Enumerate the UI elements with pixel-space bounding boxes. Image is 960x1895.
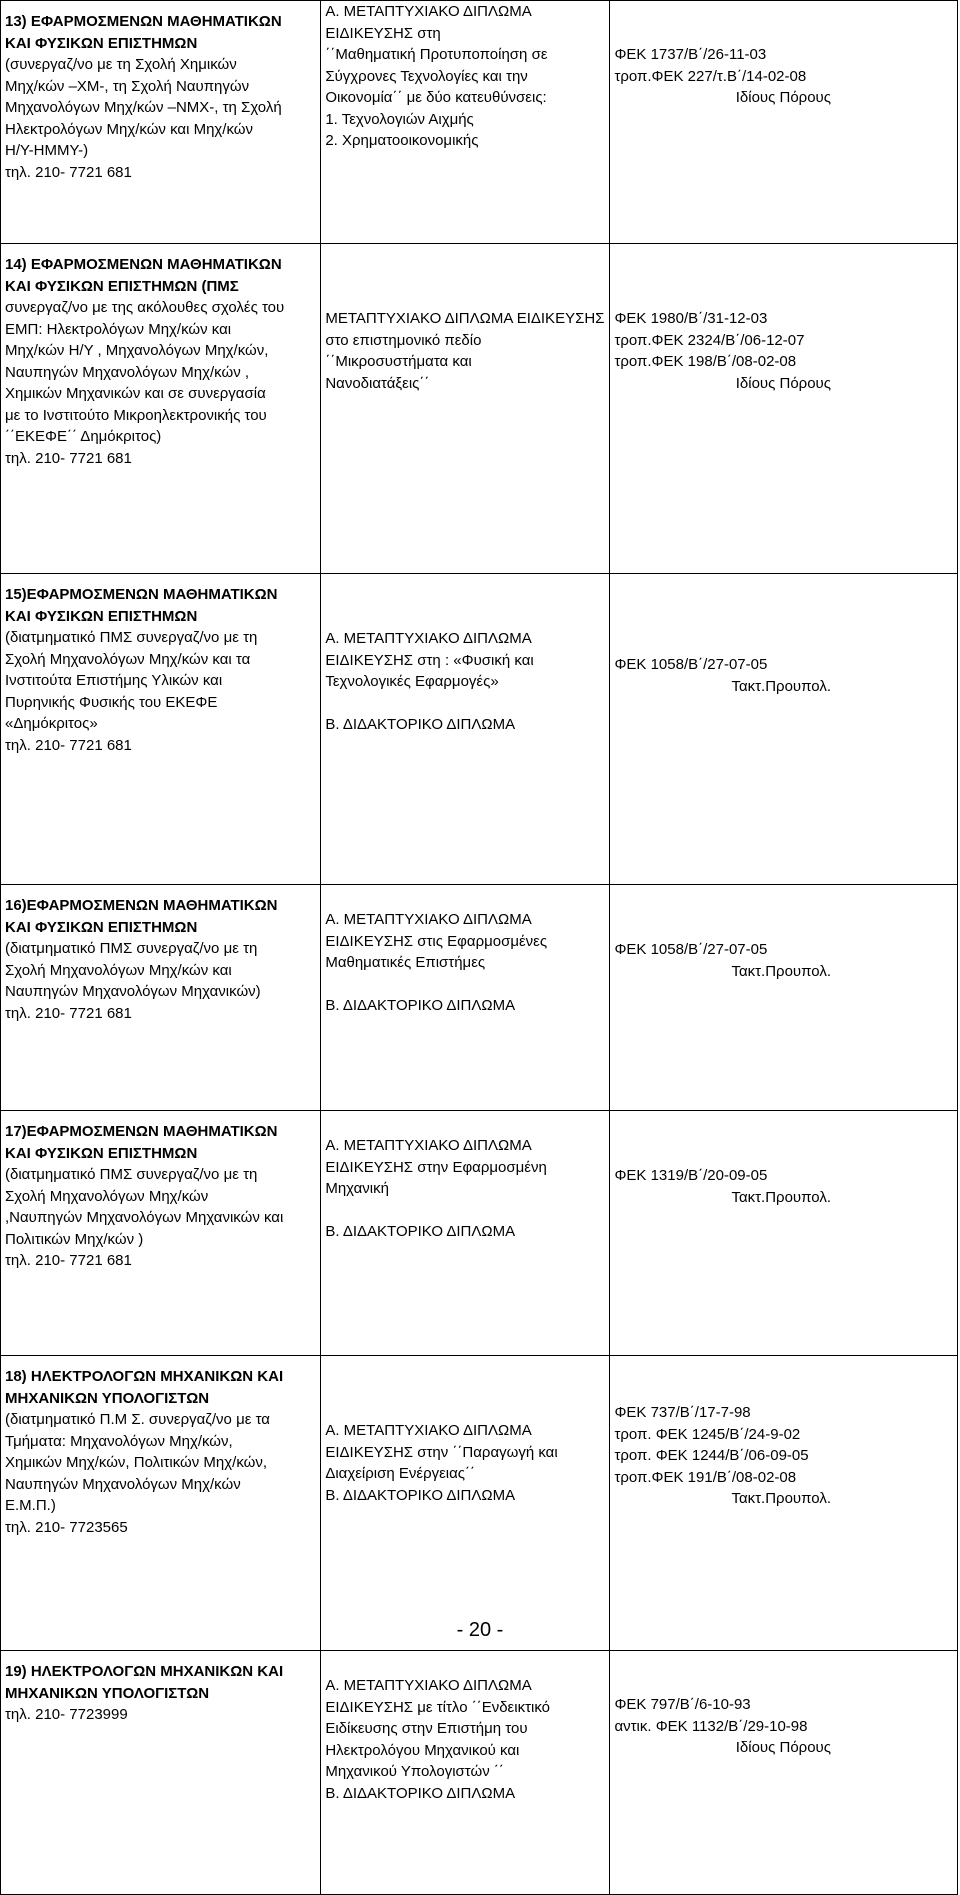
program-line: Α. ΜΕΤΑΠΤΥΧΙΑΚΟ ΔΙΠΛΩΜΑ: [325, 3, 532, 20]
school-line: Ε.Μ.Π.): [5, 1497, 56, 1514]
page-number: - 20 -: [456, 1619, 504, 1641]
fek-line: τροπ. ΦΕΚ 1245/Β΄/24-9-02: [614, 1425, 801, 1443]
program-cell: [321, 885, 610, 1111]
fek-line: ΦΕΚ 1058/Β΄/27-07-05: [614, 941, 768, 958]
program-line: Νανοδιατάξεις΄΄: [325, 374, 430, 392]
school-line: Ινστιτούτα Επιστήμης Υλικών και: [5, 672, 223, 689]
program-line: Α. ΜΕΤΑΠΤΥΧΙΑΚΟ ΔΙΠΛΩΜΑ: [325, 1677, 532, 1694]
fek-line: τροπ. ΦΕΚ 1244/Β΄/06-09-05: [614, 1447, 809, 1464]
school-line: ΚΑΙ ΦΥΣΙΚΩΝ ΕΠΙΣΤΗΜΩΝ (ΠΜΣ: [5, 277, 239, 295]
table-row: [1, 1651, 958, 1895]
school-cell: [1, 1356, 321, 1651]
program-line: 2. Χρηματοοικονομικής: [325, 132, 479, 149]
funding-label: Τακτ.Προυπολ.: [731, 677, 831, 695]
program-line: ΄΄Μικροσυστήματα και: [325, 353, 472, 370]
school-line: τηλ. 210- 7721 681: [5, 449, 132, 467]
funding-label: Τακτ.Προυπολ.: [731, 1490, 831, 1507]
table-row: [1, 1111, 958, 1356]
program-line: Α. ΜΕΤΑΠΤΥΧΙΑΚΟ ΔΙΠΛΩΜΑ: [325, 1137, 532, 1154]
school-line: Πυρηνικής Φυσικής του ΕΚΕΦΕ: [5, 693, 218, 711]
program-line: Β. ΔΙΔΑΚΤΟΡΙΚΟ ΔΙΠΛΩΜΑ: [325, 716, 516, 733]
program-cell: [321, 1356, 610, 1651]
program-line: Α. ΜΕΤΑΠΤΥΧΙΑΚΟ ΔΙΠΛΩΜΑ: [325, 630, 532, 647]
school-line: ΜΗΧΑΝΙΚΩΝ ΥΠΟΛΟΓΙΣΤΩΝ: [5, 1389, 210, 1407]
school-line: Σχολή Μηχανολόγων Μηχ/κών και: [5, 961, 232, 979]
school-line: Ηλεκτρολόγων Μηχ/κών και Μηχ/κών: [5, 120, 253, 138]
school-line: συνεργαζ/νο με της ακόλουθες σχολές του: [5, 299, 285, 316]
fek-line: ΦΕΚ 1058/Β΄/27-07-05: [614, 656, 768, 673]
school-line: 15)ΕΦΑΡΜΟΣΜΕΝΩΝ ΜΑΘΗΜΑΤΙΚΩΝ: [5, 586, 278, 603]
program-line: Β. ΔΙΔΑΚΤΟΡΙΚΟ ΔΙΠΛΩΜΑ: [325, 1486, 516, 1504]
fek-cell: [610, 1651, 958, 1895]
program-line: Διαχείριση Ενέργειας΄΄: [325, 1465, 476, 1482]
fek-cell: [610, 1, 958, 244]
program-cell: [321, 574, 610, 885]
program-line: Τεχνολογικές Εφαρμογές»: [325, 673, 499, 690]
program-line: 1. Τεχνολογιών Αιχμής: [325, 110, 474, 128]
school-line: (διατμηματικό ΠΜΣ συνεργαζ/νο με τη: [5, 1166, 258, 1183]
program-line: ΕΙΔΙΚΕΥΣΗΣ στη : «Φυσική και: [325, 651, 534, 669]
fek-line: ΦΕΚ 1737/Β΄/26-11-03: [614, 46, 767, 63]
school-line: 16)ΕΦΑΡΜΟΣΜΕΝΩΝ ΜΑΘΗΜΑΤΙΚΩΝ: [5, 897, 278, 914]
school-line: με το Ινστιτούτο Μικροηλεκτρονικής του: [5, 406, 267, 424]
school-cell: [1, 244, 321, 574]
funding-label: Ιδίους Πόρους: [735, 1739, 831, 1756]
fek-line: τροπ.ΦΕΚ 227/τ.Β΄/14-02-08: [614, 67, 807, 85]
fek-line: τροπ.ΦΕΚ 191/Β΄/08-02-08: [614, 1468, 797, 1486]
school-line: Μηχ/κών Η/Υ , Μηχανολόγων Μηχ/κών,: [5, 342, 269, 359]
program-line: ΕΙΔΙΚΕΥΣΗΣ με τίτλο ΄΄Ενδεικτικό: [325, 1698, 550, 1716]
program-line: Α. ΜΕΤΑΠΤΥΧΙΑΚΟ ΔΙΠΛΩΜΑ: [325, 1422, 532, 1439]
school-line: τηλ. 210- 7721 681: [5, 736, 132, 754]
school-line: 19) ΗΛΕΚΤΡΟΛΟΓΩΝ ΜΗΧΑΝΙΚΩΝ ΚΑΙ: [5, 1663, 284, 1680]
program-line: ΕΙΔΙΚΕΥΣΗΣ στις Εφαρμοσμένες: [325, 932, 548, 950]
school-line: ΚΑΙ ΦΥΣΙΚΩΝ ΕΠΙΣΤΗΜΩΝ: [5, 34, 198, 52]
program-line: Μηχανικού Υπολογιστών ΄΄: [325, 1763, 504, 1780]
program-line: Μαθηματικές Επιστήμες: [325, 954, 486, 971]
fek-line: ΦΕΚ 797/Β΄/6-10-93: [614, 1696, 751, 1713]
fek-line: ΦΕΚ 1319/Β΄/20-09-05: [614, 1167, 768, 1184]
fek-cell: [610, 1356, 958, 1651]
program-line: ΜΕΤΑΠΤΥΧΙΑΚΟ ΔΙΠΛΩΜΑ ΕΙΔΙΚΕΥΣΗΣ: [325, 310, 605, 327]
school-line: 13) ΕΦΑΡΜΟΣΜΕΝΩΝ ΜΑΘΗΜΑΤΙΚΩΝ: [5, 13, 282, 30]
school-line: ΚΑΙ ΦΥΣΙΚΩΝ ΕΠΙΣΤΗΜΩΝ: [5, 607, 198, 625]
program-line: Β. ΔΙΔΑΚΤΟΡΙΚΟ ΔΙΠΛΩΜΑ: [325, 1784, 516, 1802]
fek-cell: [610, 885, 958, 1111]
fek-line: τροπ.ΦΕΚ 198/Β΄/08-02-08: [614, 353, 797, 370]
school-line: ΚΑΙ ΦΥΣΙΚΩΝ ΕΠΙΣΤΗΜΩΝ: [5, 1144, 198, 1162]
fek-line: αντικ. ΦΕΚ 1132/Β΄/29-10-98: [614, 1717, 808, 1735]
school-line: Ναυπηγών Μηχανολόγων Μηχανικών): [5, 983, 261, 1000]
school-line: Χημικών Μηχ/κών, Πολιτικών Μηχ/κών,: [5, 1454, 268, 1471]
program-cell: [321, 244, 610, 574]
school-cell: [1, 1, 321, 244]
school-line: 18) ΗΛΕΚΤΡΟΛΟΓΩΝ ΜΗΧΑΝΙΚΩΝ ΚΑΙ: [5, 1368, 284, 1385]
school-line: ΄΄ΕΚΕΦΕ΄΄ Δημόκριτος): [5, 428, 162, 445]
table-row: [1, 1, 958, 244]
funding-label: Ιδίους Πόρους: [735, 374, 831, 392]
program-line: ΕΙΔΙΚΕΥΣΗΣ στην Εφαρμοσμένη: [325, 1158, 547, 1176]
program-line: Σύγχρονες Τεχνολογίες και την: [325, 67, 528, 85]
funding-label: Τακτ.Προυπολ.: [731, 1188, 831, 1206]
school-line: τηλ. 210- 7723565: [5, 1518, 128, 1536]
table-row: [1, 1356, 958, 1651]
school-cell: [1, 574, 321, 885]
program-line: Ηλεκτρολόγου Μηχανικού και: [325, 1741, 520, 1759]
school-line: Μηχανολόγων Μηχ/κών –ΝΜΧ-, τη Σχολή: [5, 99, 282, 116]
fek-cell: [610, 574, 958, 885]
school-line: 17)ΕΦΑΡΜΟΣΜΕΝΩΝ ΜΑΘΗΜΑΤΙΚΩΝ: [5, 1123, 278, 1140]
program-line: Μηχανική: [325, 1180, 389, 1197]
school-line: Σχολή Μηχανολόγων Μηχ/κών: [5, 1187, 209, 1205]
programs-table-body: [1, 1, 958, 1895]
school-line: (διατμηματικό ΠΜΣ συνεργαζ/νο με τη: [5, 940, 258, 957]
program-cell: [321, 1, 610, 244]
program-line: Β. ΔΙΔΑΚΤΟΡΙΚΟ ΔΙΠΛΩΜΑ: [325, 997, 516, 1014]
program-line: [325, 693, 609, 715]
school-cell: [1, 885, 321, 1111]
program-line: ΄΄Μαθηματική Προτυποποίηση σε: [325, 46, 548, 63]
funding-label: Τακτ.Προυπολ.: [731, 962, 831, 980]
school-line: «Δημόκριτος»: [5, 715, 98, 732]
school-line: Χημικών Μηχανικών και σε συνεργασία: [5, 385, 266, 402]
table-row: [1, 885, 958, 1111]
fek-line: τροπ.ΦΕΚ 2324/Β΄/06-12-07: [614, 331, 805, 349]
school-line: τηλ. 210- 7721 681: [5, 1252, 132, 1269]
school-line: Πολιτικών Μηχ/κών ): [5, 1230, 144, 1248]
program-line: Οικονομία΄΄ με δύο κατευθύνσεις:: [325, 89, 547, 106]
school-line: ΕΜΠ: Ηλεκτρολόγων Μηχ/κών και: [5, 320, 232, 338]
school-line: Μηχ/κών –ΧΜ-, τη Σχολή Ναυπηγών: [5, 77, 250, 95]
school-line: ΚΑΙ ΦΥΣΙΚΩΝ ΕΠΙΣΤΗΜΩΝ: [5, 918, 198, 936]
fek-line: ΦΕΚ 737/Β΄/17-7-98: [614, 1404, 751, 1421]
program-line: Β. ΔΙΔΑΚΤΟΡΙΚΟ ΔΙΠΛΩΜΑ: [325, 1223, 516, 1240]
school-line: Σχολή Μηχανολόγων Μηχ/κών και τα: [5, 650, 251, 668]
program-cell: [321, 1111, 610, 1356]
school-line: Η/Υ-ΗΜΜΥ-): [5, 142, 89, 159]
program-line: ΕΙΔΙΚΕΥΣΗΣ στη: [325, 24, 441, 42]
school-line: Τμήματα: Μηχανολόγων Μηχ/κών,: [5, 1432, 233, 1450]
school-line: τηλ. 210- 7721 681: [5, 163, 132, 181]
table-row: [1, 574, 958, 885]
school-line: (συνεργαζ/νο με τη Σχολή Χημικών: [5, 56, 237, 73]
school-cell: [1, 1111, 321, 1356]
fek-cell: [610, 244, 958, 574]
program-line: Ειδίκευσης στην Επιστήμη του: [325, 1720, 528, 1737]
program-line: Α. ΜΕΤΑΠΤΥΧΙΑΚΟ ΔΙΠΛΩΜΑ: [325, 911, 532, 928]
school-line: 14) ΕΦΑΡΜΟΣΜΕΝΩΝ ΜΑΘΗΜΑΤΙΚΩΝ: [5, 256, 282, 273]
school-line: τηλ. 210- 7723999: [5, 1706, 128, 1723]
school-line: Ναυπηγών Μηχανολόγων Μηχ/κών ,: [5, 363, 250, 381]
school-line: ,Ναυπηγών Μηχανολόγων Μηχανικών και: [5, 1209, 284, 1226]
program-line: ΕΙΔΙΚΕΥΣΗΣ στην ΄΄Παραγωγή και: [325, 1443, 558, 1461]
program-line: [325, 974, 609, 996]
school-cell: [1, 1651, 321, 1895]
funding-label: Ιδίους Πόρους: [735, 89, 831, 106]
program-line: [325, 1200, 609, 1222]
program-line: στο επιστημονικό πεδίο: [325, 331, 482, 349]
fek-line: ΦΕΚ 1980/Β΄/31-12-03: [614, 310, 768, 327]
school-line: (διατμηματικό Π.Μ Σ. συνεργαζ/νο με τα: [5, 1411, 270, 1428]
school-line: τηλ. 210- 7721 681: [5, 1004, 132, 1022]
school-line: Ναυπηγών Μηχανολόγων Μηχ/κών: [5, 1475, 241, 1493]
school-line: (διατμηματικό ΠΜΣ συνεργαζ/νο με τη: [5, 629, 258, 646]
school-line: ΜΗΧΑΝΙΚΩΝ ΥΠΟΛΟΓΙΣΤΩΝ: [5, 1684, 210, 1702]
fek-cell: [610, 1111, 958, 1356]
table-row: [1, 244, 958, 574]
program-cell: [321, 1651, 610, 1895]
